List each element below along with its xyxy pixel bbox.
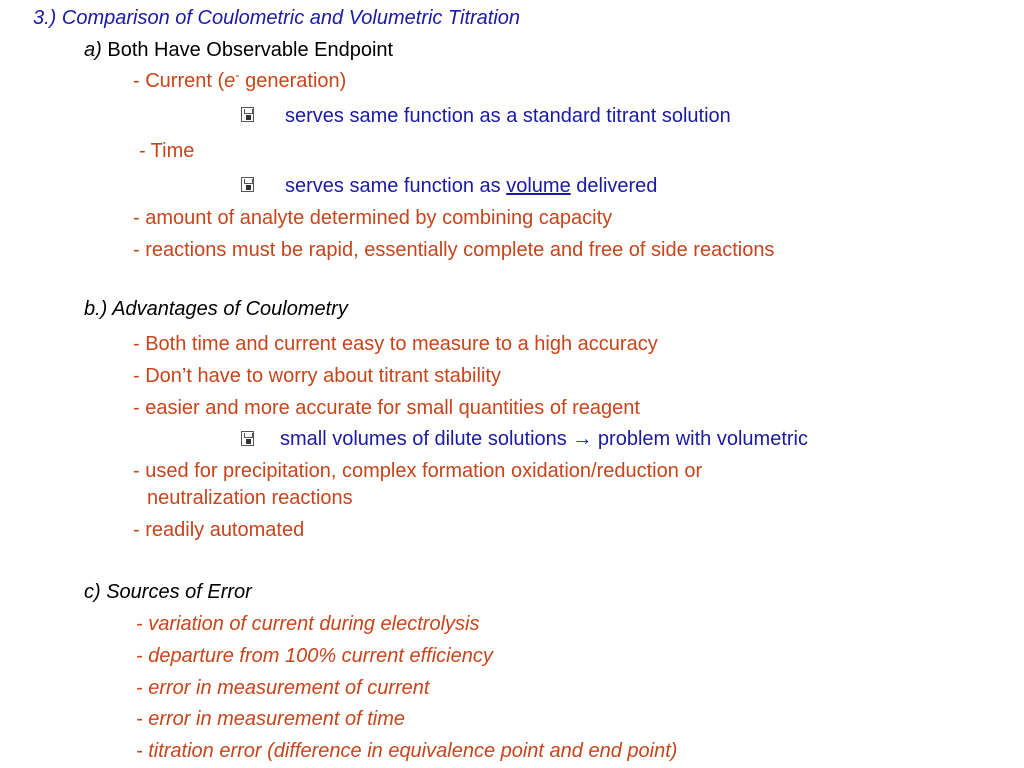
time-sub-prefix: serves same function as (285, 175, 507, 197)
slide-title: 3.) Comparison of Coulometric and Volumetric Titration (33, 7, 521, 29)
item-automated: - readily automated (133, 519, 305, 541)
item-small-quantities: - easier and more accurate for small quantities of reagent (133, 397, 640, 419)
item-used-for-line1: - used for precipitation, complex formation oxidation/reduction or (133, 460, 703, 482)
item-stability: - Don’t have to worry about titrant stability (133, 365, 501, 387)
section-c-heading: c) Sources of Error (84, 581, 252, 603)
error-item-efficiency: - departure from 100% current efficiency (136, 645, 493, 667)
error-item-current-variation: - variation of current during electrolysis (136, 613, 480, 635)
small-volumes-prefix: small volumes of dilute solutions (280, 428, 573, 450)
time-label: Time (150, 140, 195, 162)
square-bullet-icon (241, 177, 254, 192)
item-used-for-line2: neutralization reactions (147, 487, 353, 509)
current-sup: - (235, 67, 240, 83)
error-item-measure-current: - error in measurement of current (136, 677, 430, 699)
item-current (133, 69, 346, 93)
current-prefix: - Current ( (133, 70, 225, 92)
current-suffix: generation) (239, 70, 347, 92)
error-item-titration: - titration error (difference in equivalence point and end point) (136, 740, 678, 762)
small-volumes-sub-item (280, 427, 808, 451)
time-dash: - (139, 140, 146, 162)
time-sub-suffix: delivered (570, 175, 658, 197)
item-analyte: - amount of analyte determined by combining capacity (133, 207, 613, 229)
current-sub-item: serves same function as a standard titrant solution (285, 105, 731, 127)
current-e: e (224, 70, 236, 92)
item-reactions: - reactions must be rapid, essentially complete and free of side reactions (133, 239, 775, 261)
section-a-label: a) (84, 39, 102, 61)
arrow-right-icon: → (572, 428, 593, 450)
square-bullet-icon (241, 107, 254, 122)
item-accuracy: - Both time and current easy to measure to a high accuracy (133, 333, 658, 355)
error-item-measure-time: - error in measurement of time (136, 708, 405, 730)
square-bullet-icon (241, 431, 254, 446)
small-volumes-suffix: problem with volumetric (592, 428, 808, 450)
time-sub-underlined: volume (506, 175, 571, 197)
section-b-heading: b.) Advantages of Coulometry (84, 298, 348, 320)
section-a-heading (84, 38, 393, 62)
time-sub-item (285, 174, 657, 198)
item-time (139, 139, 194, 163)
section-a-heading-text: Both Have Observable Endpoint (107, 39, 394, 61)
